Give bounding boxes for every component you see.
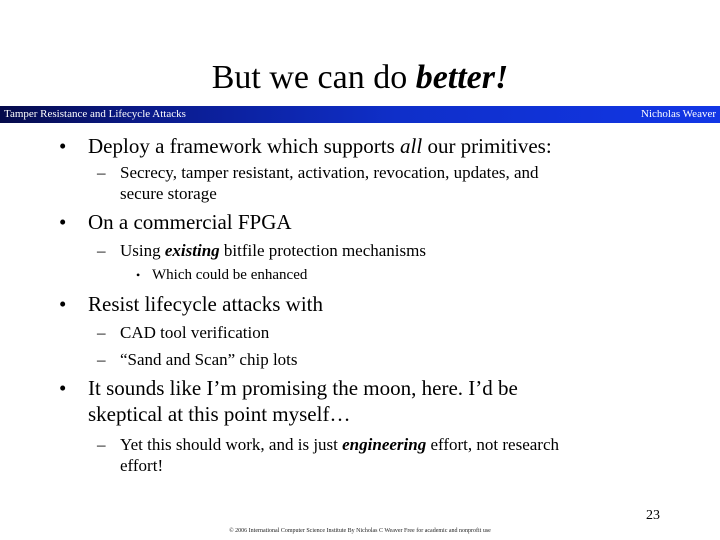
sub-sub-bullet-marker: •	[136, 268, 141, 282]
banner-author: Nicholas Weaver	[641, 108, 716, 120]
bullet-moon-cont: skeptical at this point myself…	[88, 402, 351, 426]
banner-talk-title: Tamper Resistance and Lifecycle Attacks	[4, 108, 186, 120]
bullet-marker: •	[59, 210, 67, 234]
footer-copyright: © 2006 International Computer Science Institute By Nicholas C Weaver Free for academic and nonprofit use	[229, 528, 491, 534]
bullet-text: Using	[120, 241, 165, 260]
sub-bullet-engineering	[120, 434, 559, 455]
header-banner	[0, 106, 720, 123]
sub-sub-bullet-enhanced: Which could be enhanced	[152, 267, 308, 283]
bullet-emphasis: all	[400, 134, 423, 158]
bullet-emphasis: engineering	[342, 435, 427, 454]
page-number: 23	[646, 508, 660, 523]
slide-title	[0, 56, 720, 100]
bullet-emphasis: existing	[164, 241, 220, 260]
bullet-marker: •	[59, 134, 67, 158]
bullet-framework	[88, 134, 552, 158]
bullet-marker: •	[59, 376, 67, 400]
sub-bullet-marker: –	[97, 323, 106, 342]
bullet-text: Deploy a framework which supports	[88, 134, 401, 158]
sub-bullet-engineering-cont: effort!	[120, 456, 164, 475]
sub-bullet-marker: –	[97, 163, 106, 182]
sub-bullet-marker: –	[97, 435, 106, 454]
bullet-text: our primitives:	[422, 134, 552, 158]
sub-bullet-cad: CAD tool verification	[120, 323, 270, 342]
bullet-fpga: On a commercial FPGA	[88, 210, 292, 234]
bullet-text: bitfile protection mechanisms	[219, 241, 426, 260]
slide-title-emphasis: better!	[415, 59, 509, 96]
sub-bullet-bitfile	[120, 240, 426, 261]
sub-bullet-marker: –	[97, 350, 106, 369]
bullet-text: Yet this should work, and is just	[120, 435, 343, 454]
bullet-lifecycle: Resist lifecycle attacks with	[88, 292, 324, 316]
sub-bullet-sand-scan: “Sand and Scan” chip lots	[120, 350, 298, 369]
sub-bullet-marker: –	[97, 241, 106, 260]
sub-bullet-primitives: Secrecy, tamper resistant, activation, revocation, updates, and	[120, 163, 539, 182]
sub-bullet-primitives-cont: secure storage	[120, 184, 217, 203]
slide-title-text: But we can do	[211, 59, 416, 96]
bullet-text: effort, not research	[426, 435, 559, 454]
bullet-moon: It sounds like I’m promising the moon, here. I’d be	[88, 376, 518, 400]
bullet-marker: •	[59, 292, 67, 316]
